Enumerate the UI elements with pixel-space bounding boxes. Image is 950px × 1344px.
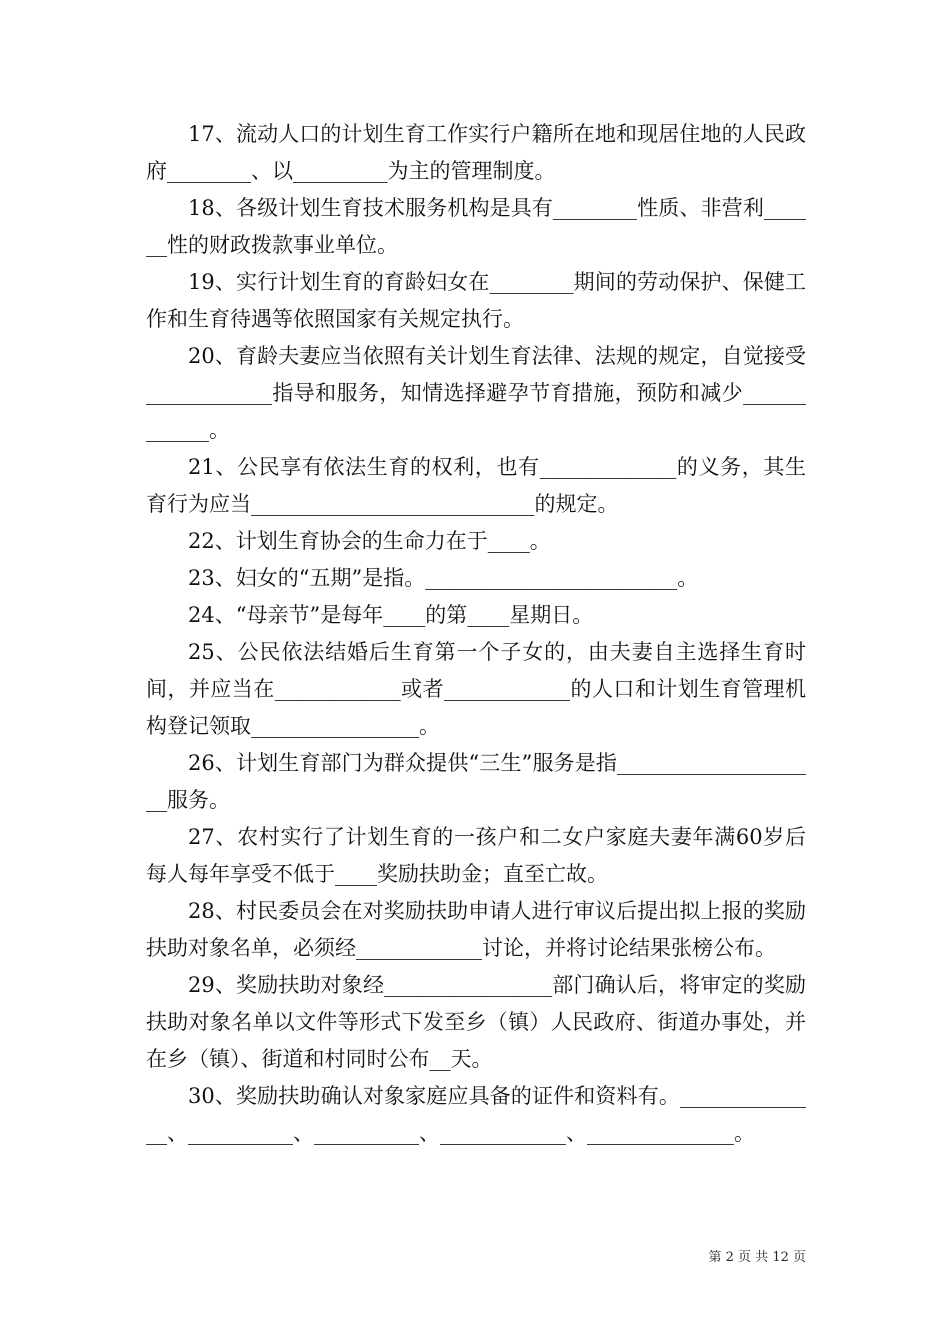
question-19: 19、实行计划生育的育龄妇女在________期间的劳动保护、保健工作和生育待遇等依照国家有关规定执行。 xyxy=(146,270,806,331)
question-23: 23、妇女的“五期”是指。________________________。 xyxy=(188,566,699,590)
page-number: 第 2 页 共 12 页 xyxy=(708,1250,806,1265)
question-list xyxy=(146,116,806,1152)
question-17: 17、流动人口的计划生育工作实行户籍所在地和现居住地的人民政府________、以_________为主的管理制度。 xyxy=(146,122,806,183)
question-24: 24、“母亲节”是每年____的第____星期日。 xyxy=(188,603,594,627)
question-30: 30、奖励扶助确认对象家庭应具备的证件和资料有。______________、__________、__________、____________、______________。 xyxy=(146,1084,806,1145)
question-21: 21、公民享有依法生育的权利，也有_____________的义务，其生育行为应当___________________________的规定。 xyxy=(146,455,806,516)
question-27: 27、农村实行了计划生育的一孩户和二女户家庭夫妻年满60岁后每人每年享受不低于____奖励扶助金；直至亡故。 xyxy=(146,825,806,886)
question-22: 22、计划生育协会的生命力在于____。 xyxy=(188,529,551,553)
question-28: 28、村民委员会在对奖励扶助申请人进行审议后提出拟上报的奖励扶助对象名单，必须经____________讨论，并将讨论结果张榜公布。 xyxy=(146,899,806,960)
question-25: 25、公民依法结婚后生育第一个子女的，由夫妻自主选择生育时间，并应当在____________或者____________的人口和计划生育管理机构登记领取________________。 xyxy=(146,640,806,738)
question-26: 26、计划生育部门为群众提供“三生”服务是指____________________服务。 xyxy=(146,751,806,812)
question-18: 18、各级计划生育技术服务机构是具有________性质、非营利______性的财政拨款事业单位。 xyxy=(146,196,806,257)
question-20: 20、育龄夫妻应当依照有关计划生育法律、法规的规定，自觉接受____________指导和服务，知情选择避孕节育措施，预防和减少____________。 xyxy=(146,344,806,442)
question-29: 29、奖励扶助对象经________________部门确认后，将审定的奖励扶助对象名单以文件等形式下发至乡（镇）人民政府、街道办事处，并在乡（镇）、街道和村同时公布__天。 xyxy=(146,973,806,1071)
